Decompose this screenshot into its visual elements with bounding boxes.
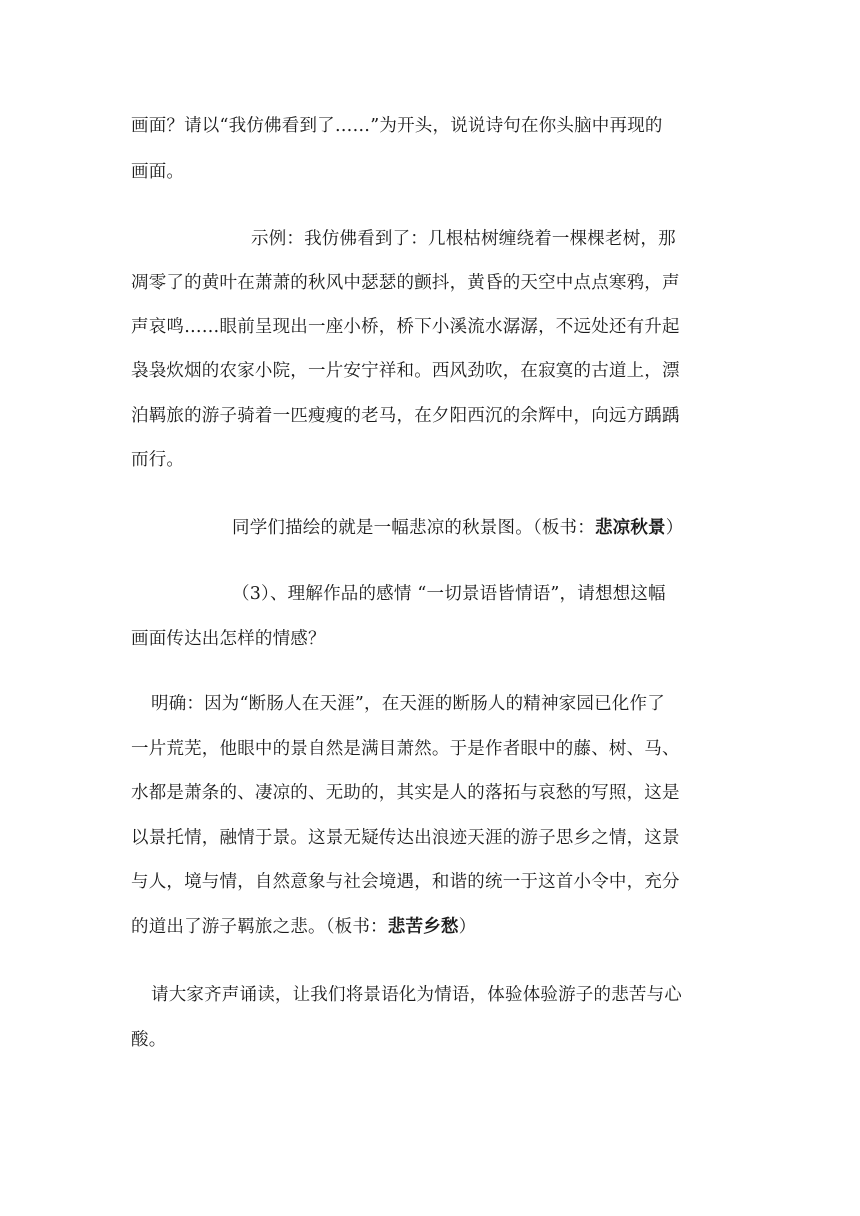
example-line-6: 而行。 — [131, 450, 185, 470]
summary-close: ） — [665, 518, 684, 538]
closing-line-1: 请大家齐声诵读，让我们将景语化为情语，体验体验游子的悲苦与心 — [151, 985, 682, 1005]
example-line-5: 泊羁旅的游子骑着一匹瘦瘦的老马，在夕阳西沉的余辉中，向远方踽踽 — [131, 406, 680, 426]
answer-line-4: 以景托情，融情于景。这景无疑传达出浪迹天涯的游子思乡之情，这景 — [131, 828, 680, 848]
answer-line-6-close: ） — [458, 917, 477, 937]
example-line-2: 凋零了的黄叶在萧萧的秋风中瑟瑟的颤抖，黄昏的天空中点点寒鸦，声 — [131, 273, 680, 293]
intro-line-1: 画面？请以“我仿佛看到了……”为开头，说说诗句在你头脑中再现的 — [131, 116, 663, 136]
summary-text: 同学们描绘的就是一幅悲凉的秋景图。（板书： — [232, 518, 595, 538]
section3-line-2: 画面传达出怎样的情感？ — [131, 629, 326, 649]
closing-line-2: 酸。 — [131, 1030, 167, 1050]
answer-line-1: 明确：因为“断肠人在天涯”，在天涯的断肠人的精神家园已化作了 — [151, 694, 665, 714]
answer-line-2: 一片荒芜，他眼中的景自然是满目萧然。于是作者眼中的藤、树、马、 — [131, 739, 680, 759]
board-note-autumn: 悲凉秋景 — [594, 518, 666, 538]
answer-line-3: 水都是萧条的、凄凉的、无助的，其实是人的落拓与哀愁的写照，这是 — [131, 783, 680, 803]
board-note-homesick: 悲苦乡愁 — [387, 917, 459, 937]
summary-line — [232, 516, 683, 540]
section3-line-1: （3）、理解作品的感情 “一切景语皆情语”，请想想这幅 — [232, 584, 666, 604]
answer-line-6 — [131, 915, 476, 939]
answer-line-5: 与人，境与情，自然意象与社会境遇，和谐的统一于这首小令中，充分 — [131, 872, 680, 892]
example-line-4: 袅袅炊烟的农家小院，一片安宁祥和。西风劲吹，在寂寞的古道上，漂 — [131, 361, 680, 381]
intro-line-2: 画面。 — [131, 162, 185, 182]
answer-line-6-text: 的道出了游子羁旅之悲。（板书： — [131, 917, 388, 937]
example-line-1: 示例：我仿佛看到了：几根枯树缠绕着一棵棵老树，那 — [251, 229, 676, 249]
example-line-3: 声哀鸣……眼前呈现出一座小桥，桥下小溪流水潺潺，不远处还有升起 — [131, 317, 680, 337]
